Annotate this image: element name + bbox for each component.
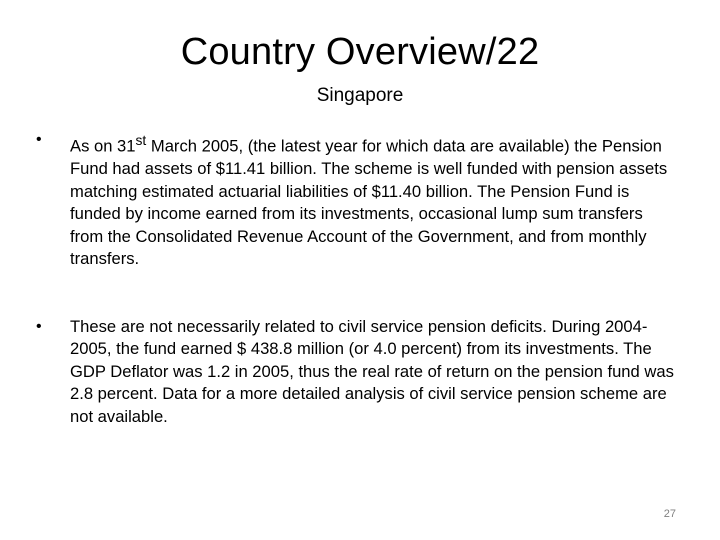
bullet-marker: • (36, 317, 42, 335)
bullet-text: These are not necessarily related to civil service pension deficits. During 2004-2005, the fund earned $ 438.8 million (or 4.0 percent) from its investments. The GDP Deflator was 1.2 in 2005, thus the real rate of return on the pension fund was 2.8 percent. Data for a more detailed analysis of civil service pension scheme are not available. (70, 316, 674, 426)
bullet-text (70, 129, 676, 271)
bullet-text-rest: March 2005, (the latest year for which data are available) the Pension Fund had assets of $11.41 billion. The scheme is well funded with pension assets matching estimated actuarial liabilities of $11.40 billion. The Pension Fund is funded by income earned from its investments, occasional lump sum transfers from the Consolidated Revenue Account of the Government, and from monthly transfers. (70, 136, 668, 269)
slide-subtitle: Singapore (316, 85, 404, 106)
slide-title: Country Overview/22 (180, 31, 540, 73)
bullet-list (36, 129, 676, 428)
bullet-item (36, 129, 676, 271)
bullet-marker: • (36, 131, 42, 148)
bullet-text-start: As on 31 (70, 136, 136, 156)
bullet-item (36, 316, 676, 429)
ordinal-suffix: st (135, 132, 147, 148)
page-number: 27 (663, 508, 676, 520)
